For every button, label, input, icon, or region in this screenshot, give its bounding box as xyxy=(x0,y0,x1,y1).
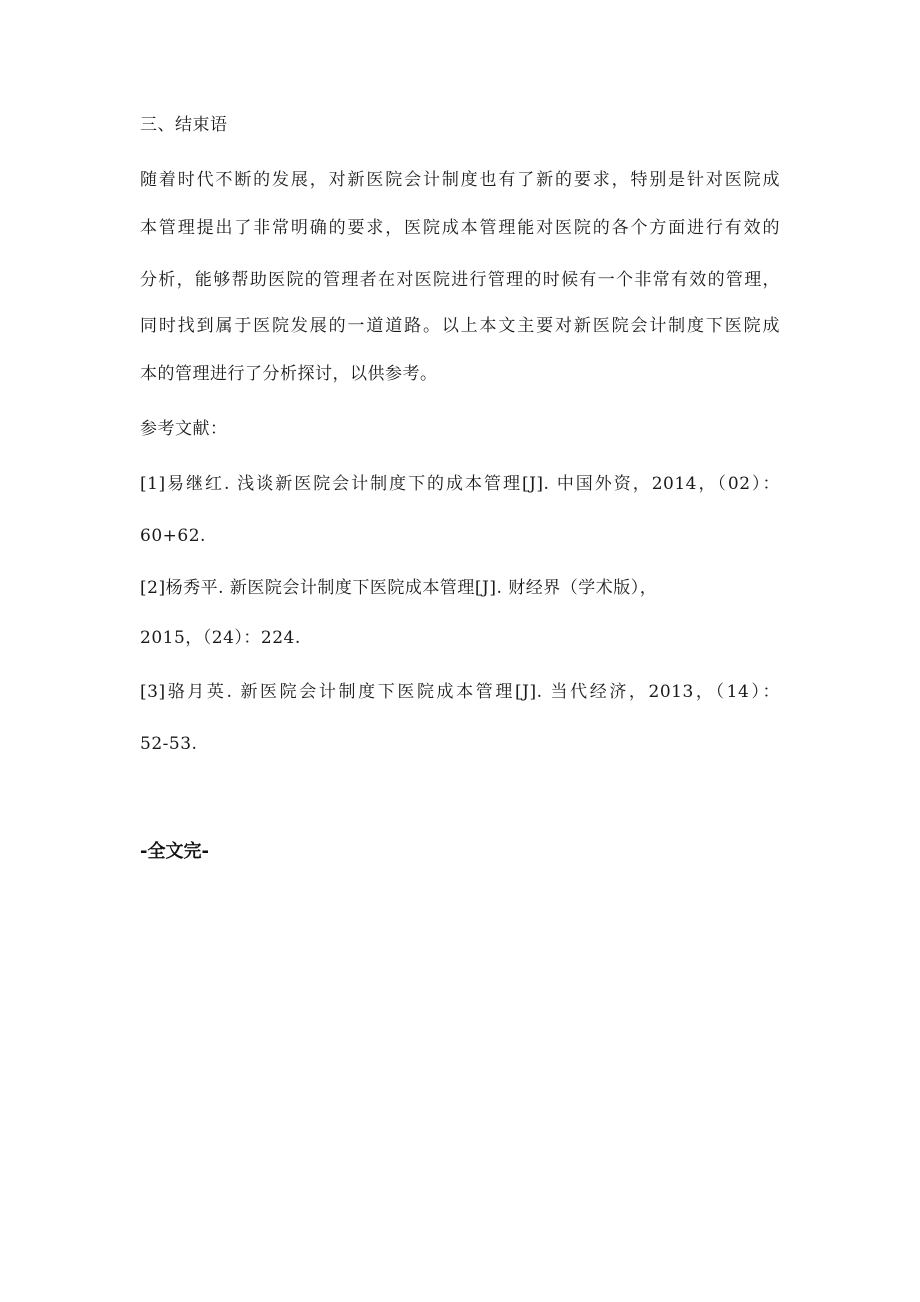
reference-item-3-line2: 52-53. xyxy=(140,734,198,754)
reference-item-2-line2: 2015，（24）：224. xyxy=(140,628,301,648)
reference-item-1-line1: [1]易继红. 浅谈新医院会计制度下的成本管理[J]. 中国外资，2014，（02）： xyxy=(140,474,780,494)
paragraph-line: 分析，能够帮助医院的管理者在对医院进行管理的时候有一个非常有效的管理， xyxy=(140,270,780,290)
references-heading: 参考文献： xyxy=(140,419,228,439)
paragraph-line: 本的管理进行了分析探讨，以供参考。 xyxy=(140,364,438,384)
reference-item-2-line1: [2]杨秀平. 新医院会计制度下医院成本管理[J]. 财经界（学术版）， xyxy=(140,578,658,598)
reference-item-3-line1: [3]骆月英. 新医院会计制度下医院成本管理[J]. 当代经济，2013，（14）： xyxy=(140,682,780,702)
paragraph-line: 随着时代不断的发展，对新医院会计制度也有了新的要求，特别是针对医院成 xyxy=(140,170,780,190)
paragraph-line: 本管理提出了非常明确的要求，医院成本管理能对医院的各个方面进行有效的 xyxy=(140,218,780,238)
section-heading: 三、结束语 xyxy=(140,115,228,135)
paragraph-line: 同时找到属于医院发展的一道道路。以上本文主要对新医院会计制度下医院成 xyxy=(140,316,780,336)
end-of-document-mark: -全文完- xyxy=(140,841,209,862)
reference-item-1-line2: 60+62. xyxy=(140,526,206,546)
